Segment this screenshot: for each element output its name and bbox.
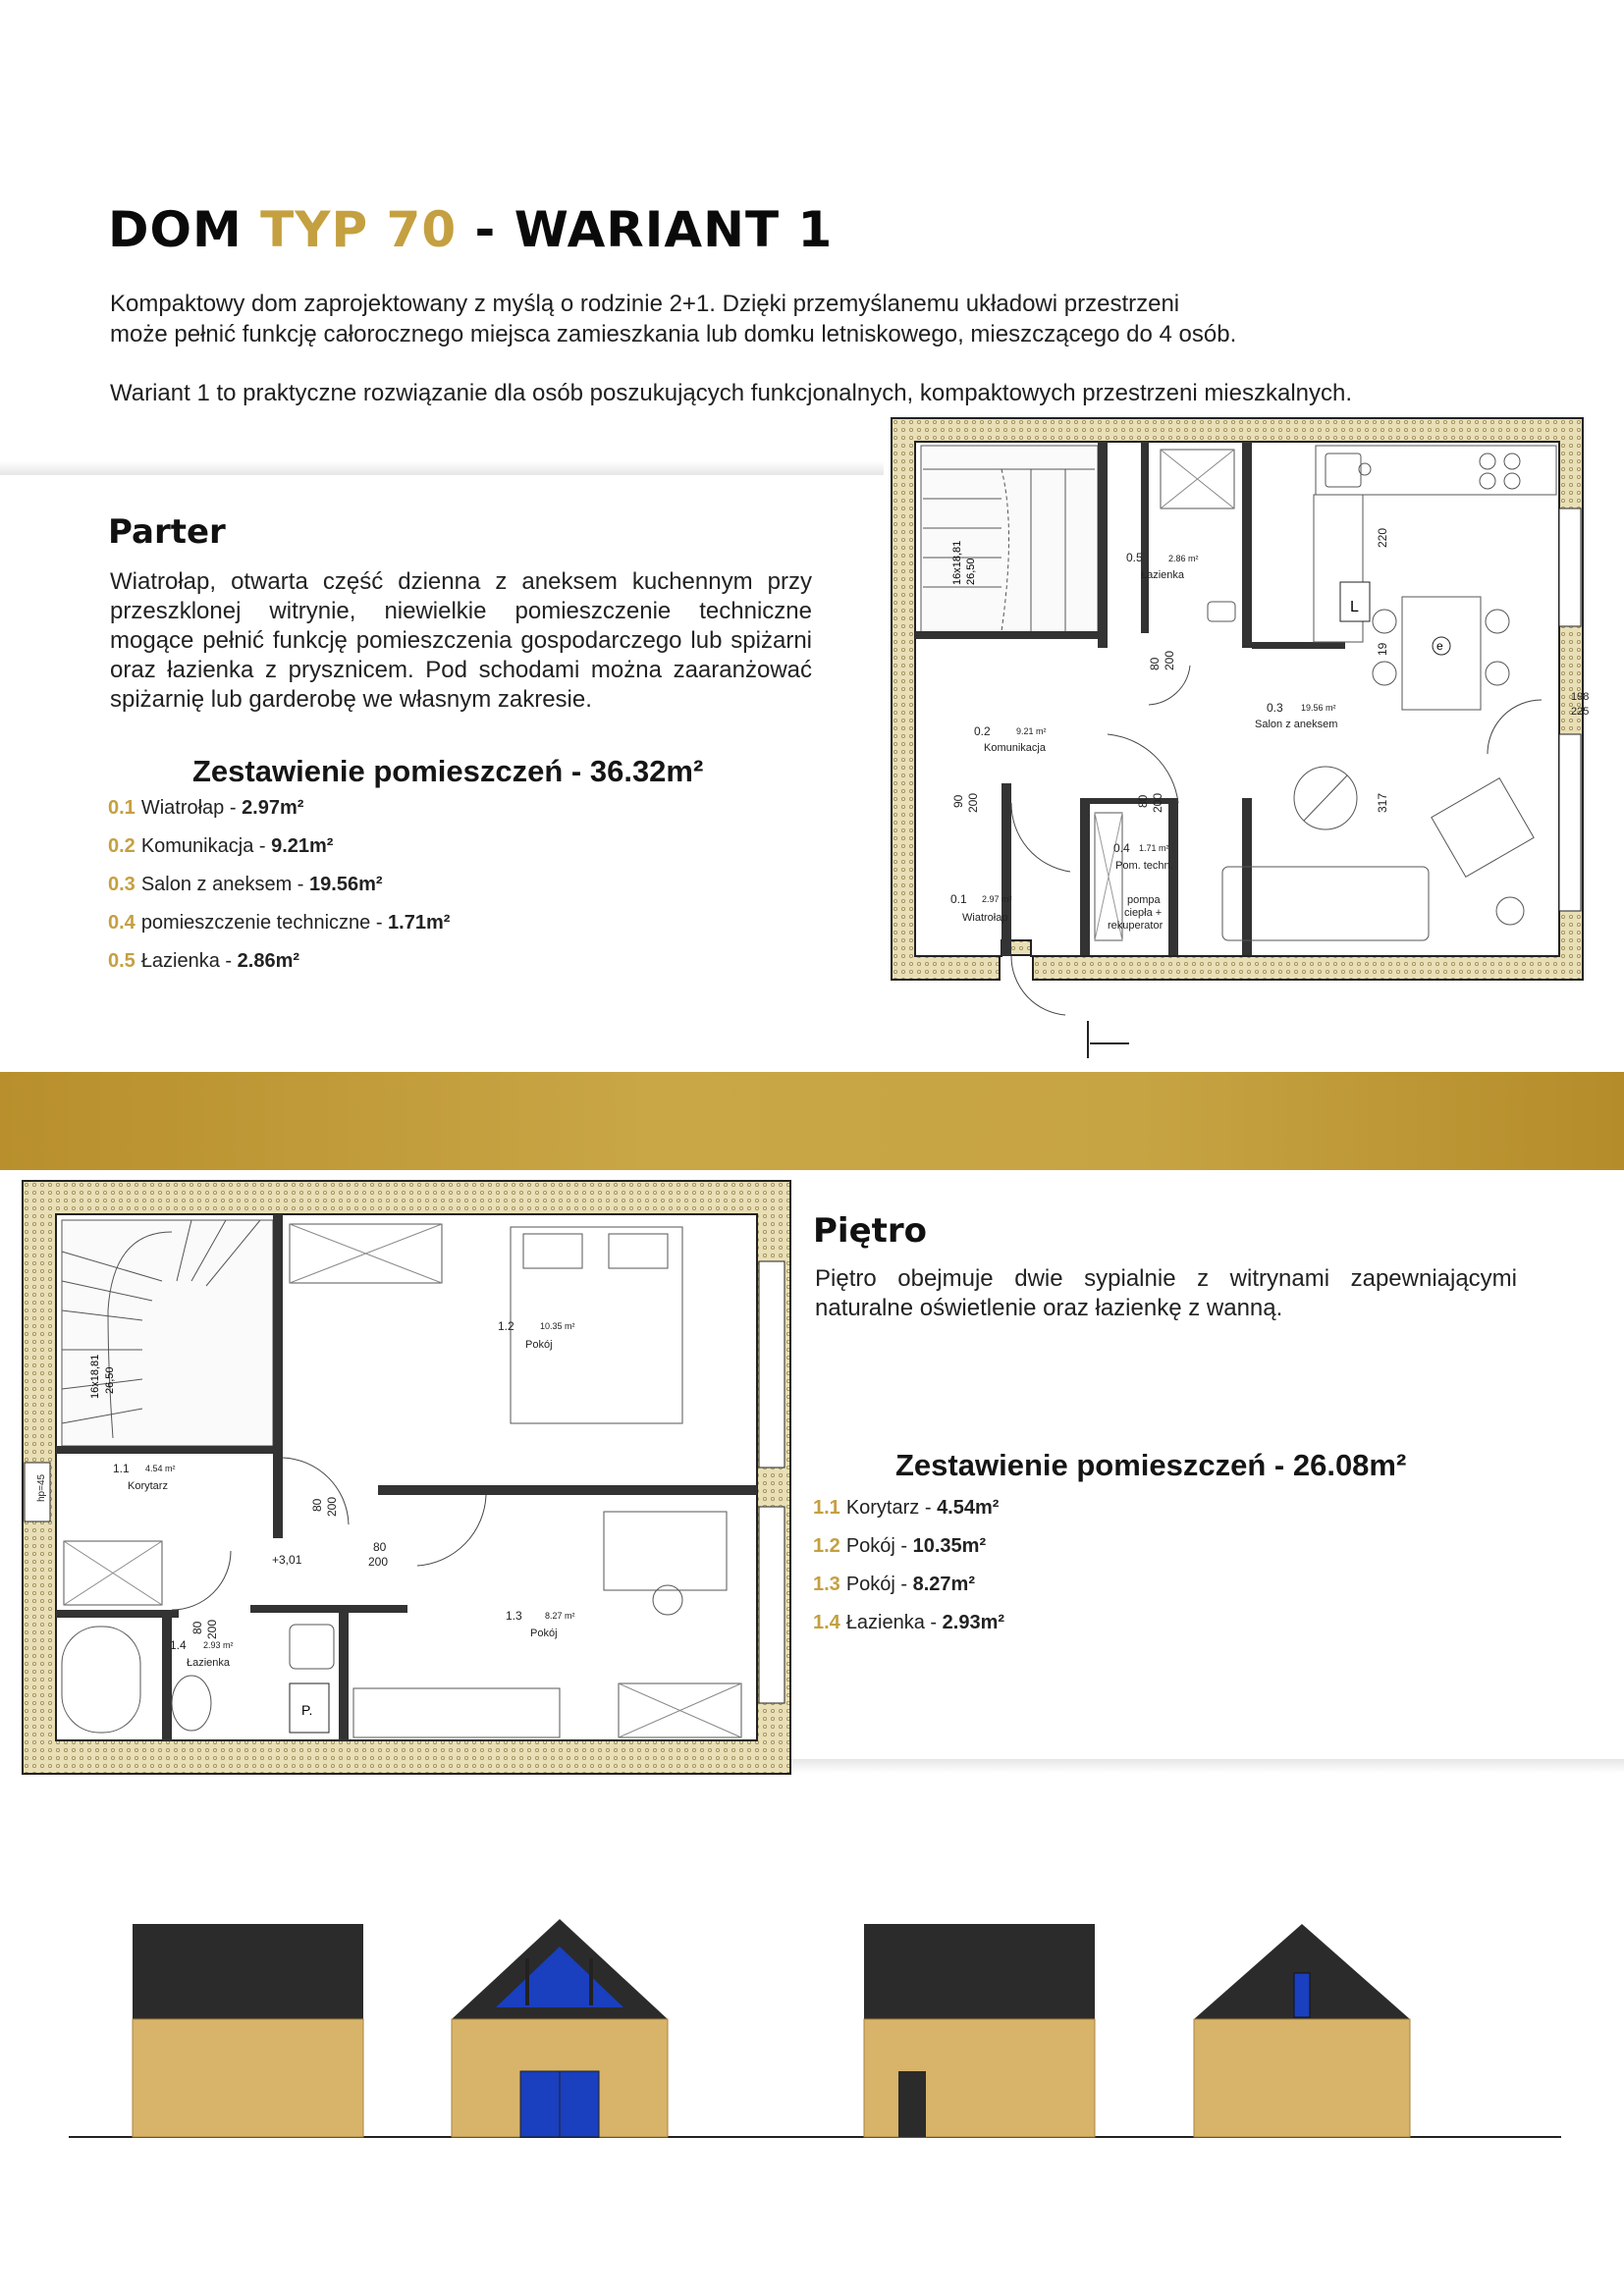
dimension-label: 19	[1376, 642, 1389, 656]
table-marker: e	[1436, 639, 1443, 653]
dimension-label: 200	[205, 1619, 219, 1639]
parter-summary-title: Zestawienie pomieszczeń - 36.32m²	[192, 754, 704, 788]
room-area-12: 10.35 m²	[540, 1321, 575, 1331]
pietro-description: Piętro obejmuje dwie sypialnie z witrynami zapewniającymi naturalne oświetlenie oraz łazienkę z wanną.	[815, 1265, 1517, 1321]
list-item: 0.3 Salon z aneksem - 19.56m²	[108, 874, 383, 895]
room-number-12: 1.2	[498, 1319, 514, 1333]
room-name-12: Pokój	[525, 1339, 553, 1351]
list-item: 0.5 Łazienka - 2.86m²	[108, 950, 300, 972]
stairs-label: 16x18,81	[951, 540, 963, 585]
dimension-label: 200	[1163, 650, 1176, 670]
stairs-icon	[62, 1220, 273, 1446]
list-item: 0.2 Komunikacja - 9.21m²	[108, 835, 334, 857]
room-area-02: 9.21 m²	[1016, 726, 1047, 736]
list-item: 1.4 Łazienka - 2.93m²	[813, 1612, 1005, 1633]
intro-line-2: może pełnić funkcję całorocznego miejsca zamieszkania lub domku letniskowego, mieszczącego do 4 osób.	[110, 321, 1237, 347]
title-part-typ: TYP 70	[260, 201, 458, 258]
room-name-01: Wiatrołap	[962, 912, 1008, 924]
dimension-label: 200	[1151, 792, 1164, 813]
dimension-label: 80	[190, 1621, 204, 1634]
sill-height-label: hp=45	[36, 1473, 47, 1502]
room-area-05: 2.86 m²	[1168, 554, 1199, 563]
elevation-back	[1194, 1924, 1410, 2137]
room-number-03: 0.3	[1267, 701, 1283, 715]
room-number-13: 1.3	[506, 1609, 522, 1623]
section-divider-shadow	[0, 461, 884, 475]
room-number-14: 1.4	[170, 1638, 187, 1652]
list-item: 1.1 Korytarz - 4.54m²	[813, 1497, 1000, 1519]
room-number-04: 0.4	[1113, 841, 1130, 855]
pietro-summary-title: Zestawienie pomieszczeń - 26.08m²	[895, 1448, 1407, 1482]
dimension-label: 80	[1136, 794, 1150, 808]
title-part-wariant: - WARIANT 1	[457, 201, 834, 258]
pump-label-3: rekuperator	[1108, 920, 1164, 932]
page-title	[108, 201, 833, 258]
stairs-icon	[921, 446, 1098, 632]
room-name-03: Salon z aneksem	[1255, 719, 1338, 730]
stairs-depth-label: 26,50	[104, 1366, 116, 1394]
elevation-front	[452, 1919, 668, 2137]
room-area-03: 19.56 m²	[1301, 703, 1336, 713]
elevation-side-1	[133, 1924, 363, 2137]
dimension-label: 220	[1376, 527, 1389, 548]
parter-description: Wiatrołap, otwarta część dzienna z aneksem kuchennym przy przeszklonej witrynie, niewielkie pomieszczenie techniczne mogące pełnić funkcję pomieszczenia gospodarczego lub spiżarni oraz łazienka z prysznicem. Pod schodami można zaaranżować spiżarnię lub garderobę we własnym zakresie.	[110, 568, 812, 713]
stairs-label: 16x18,81	[89, 1354, 101, 1399]
room-name-02: Komunikacja	[984, 742, 1046, 754]
gold-divider-band	[0, 1072, 1624, 1170]
list-item: 1.3 Pokój - 8.27m²	[813, 1574, 975, 1595]
dimension-label: 198	[1571, 691, 1590, 703]
dimension-label: 317	[1376, 792, 1389, 813]
dimension-label: 200	[368, 1555, 389, 1569]
dimension-label: 90	[951, 794, 965, 808]
parter-heading: Parter	[108, 512, 226, 552]
room-name-05: Łazienka	[1141, 569, 1185, 581]
room-area-14: 2.93 m²	[203, 1640, 234, 1650]
room-name-13: Pokój	[530, 1628, 558, 1639]
dimension-label: 80	[373, 1540, 387, 1554]
stairs-depth-label: 26,50	[965, 558, 977, 585]
pietro-floor-plan	[15, 1173, 800, 1787]
level-label: +3,01	[272, 1553, 302, 1567]
pietro-heading: Piętro	[813, 1211, 928, 1251]
pump-label-2: ciepła +	[1124, 907, 1163, 919]
dimension-label: 225	[1571, 706, 1590, 718]
room-number-02: 0.2	[974, 724, 991, 738]
room-area-11: 4.54 m²	[145, 1464, 176, 1473]
parter-floor-plan	[884, 410, 1591, 1060]
room-name-04: Pom. techn.	[1115, 860, 1173, 872]
intro-line-3: Wariant 1 to praktyczne rozwiązanie dla osób poszukujących funkcjonalnych, kompaktowych przestrzeni mieszkalnych.	[110, 380, 1353, 406]
elevations	[59, 1909, 1591, 2145]
list-item: 0.1 Wiatrołap - 2.97m²	[108, 797, 304, 819]
section-divider-shadow	[766, 1759, 1624, 1773]
intro-line-1: Kompaktowy dom zaprojektowany z myślą o rodzinie 2+1. Dzięki przemyślanemu układowi przestrzeni	[110, 291, 1180, 317]
dimension-label: 200	[325, 1496, 339, 1517]
room-number-11: 1.1	[113, 1462, 130, 1475]
room-name-14: Łazienka	[187, 1657, 231, 1669]
room-number-01: 0.1	[950, 892, 967, 906]
room-area-13: 8.27 m²	[545, 1611, 575, 1621]
fridge-label: L	[1350, 599, 1359, 615]
elevation-side-2	[864, 1924, 1095, 2137]
pump-label-1: pompa	[1127, 894, 1161, 906]
room-area-04: 1.71 m²	[1139, 843, 1169, 853]
room-name-11: Korytarz	[128, 1480, 168, 1492]
list-item: 1.2 Pokój - 10.35m²	[813, 1535, 987, 1557]
list-item: 0.4 pomieszczenie techniczne - 1.71m²	[108, 912, 451, 934]
washer-label: P.	[301, 1702, 313, 1718]
dimension-label: 80	[310, 1498, 324, 1512]
room-area-01: 2.97 m²	[982, 894, 1012, 904]
dimension-label: 200	[966, 792, 980, 813]
room-number-05: 0.5	[1126, 551, 1143, 564]
title-part-dom: DOM	[108, 201, 261, 258]
dimension-label: 80	[1148, 657, 1162, 670]
